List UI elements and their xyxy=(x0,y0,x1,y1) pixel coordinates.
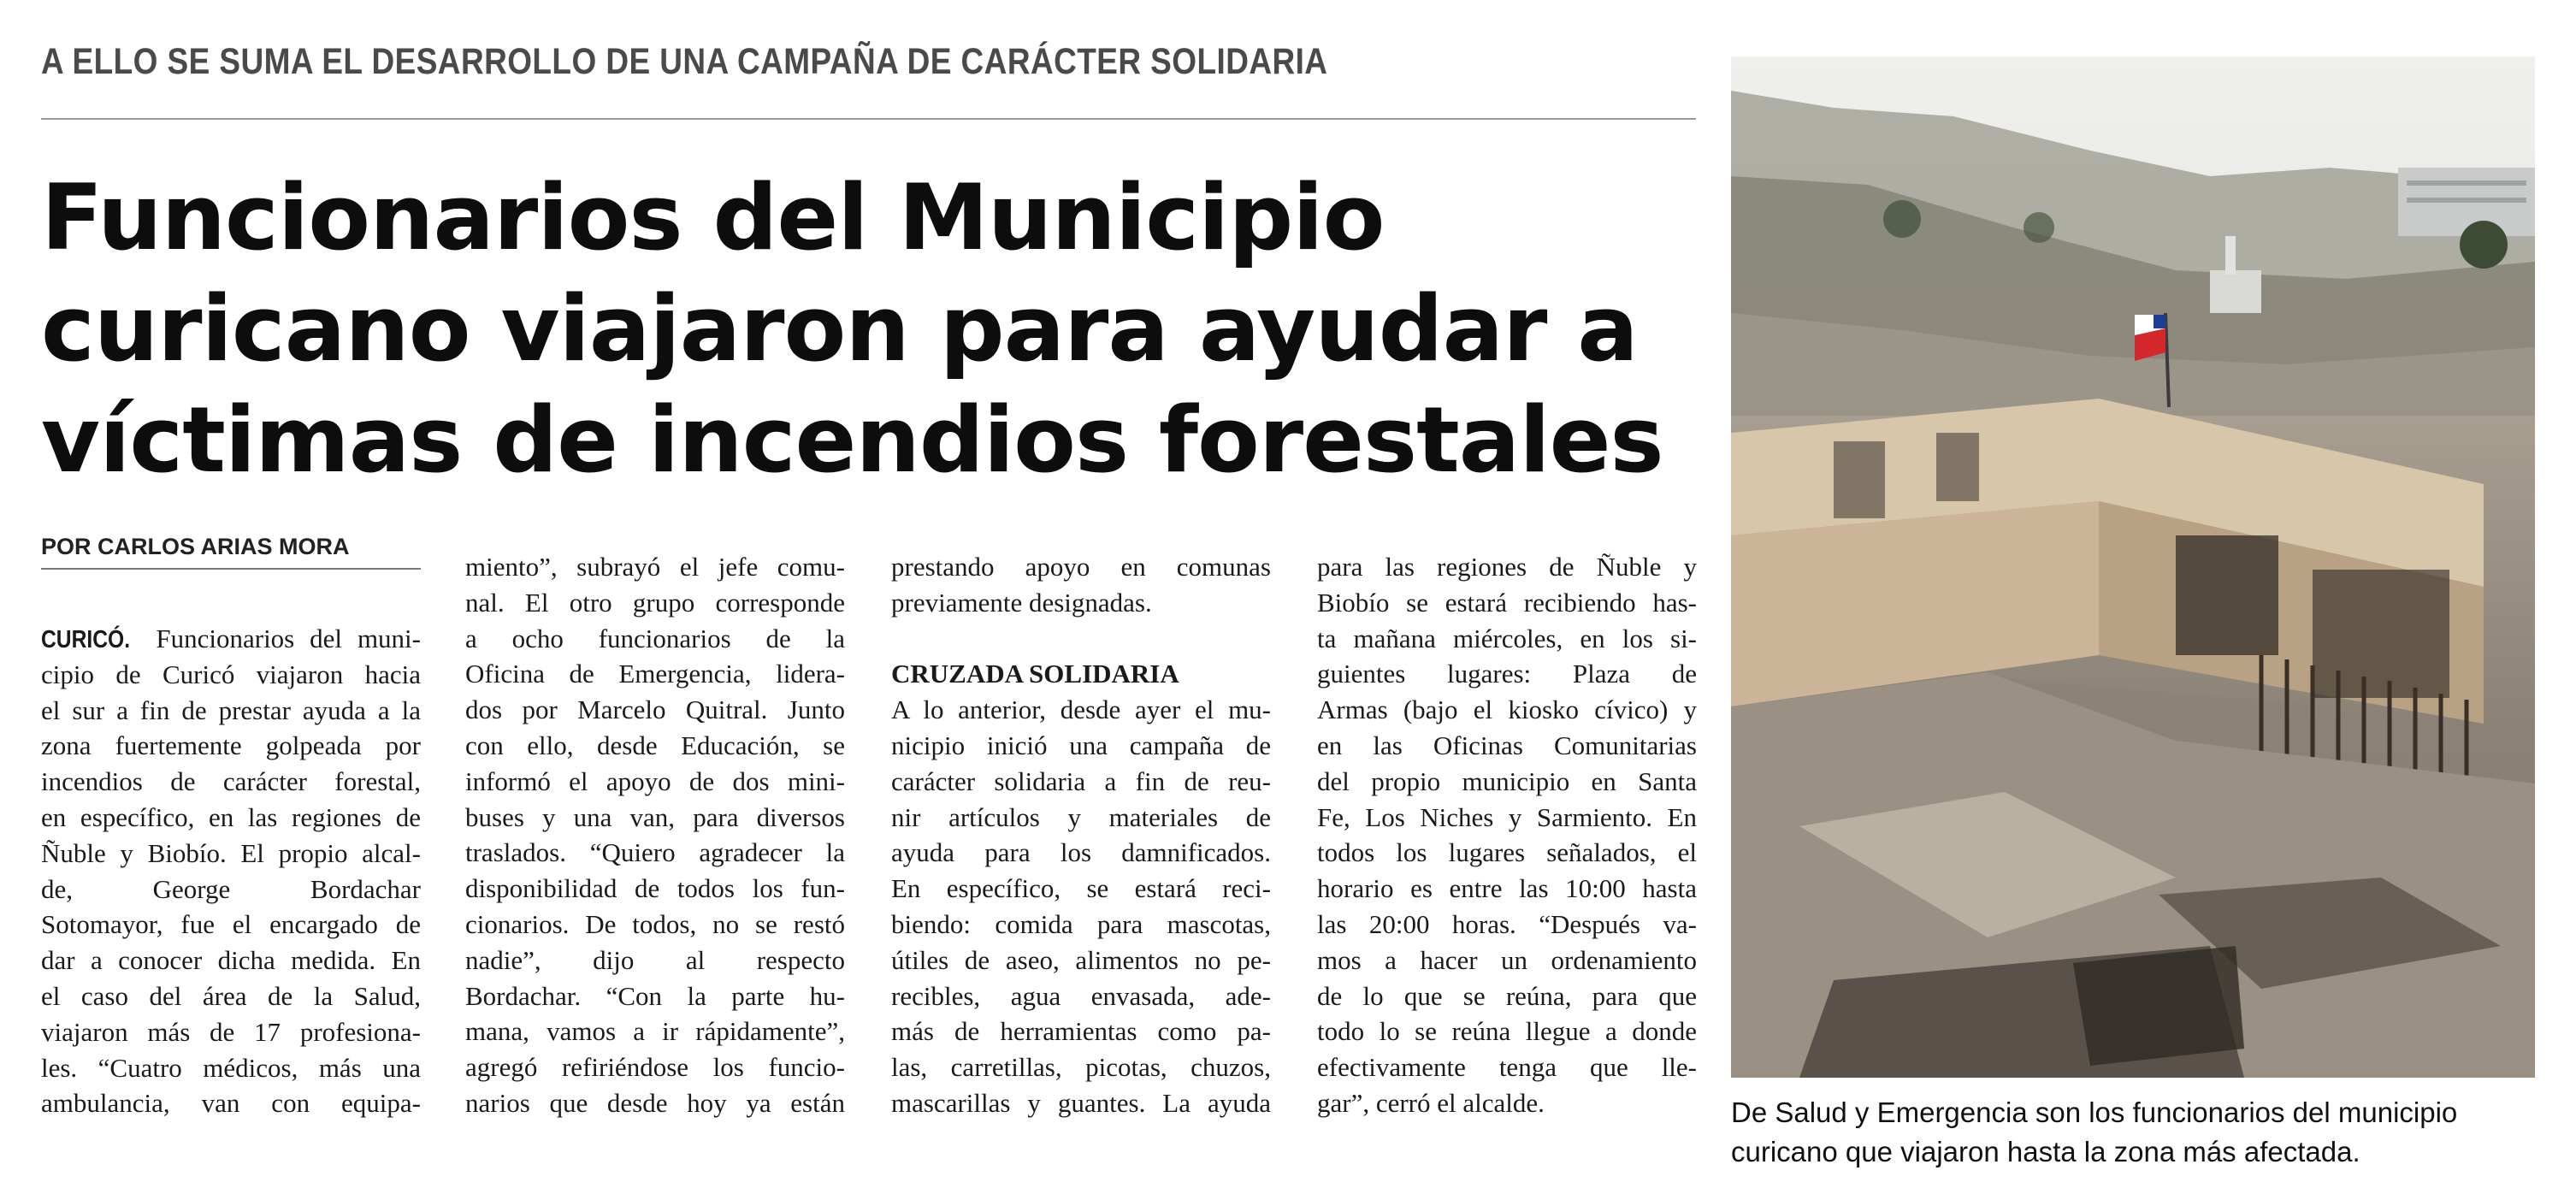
headline-line: Funcionarios del Municipio xyxy=(41,165,1385,270)
article-column-4 xyxy=(1317,549,1697,1121)
article-line: previamente designadas. xyxy=(891,587,1152,618)
article-line: miento”, subrayó el jefe comu- xyxy=(465,552,845,582)
article-line: mana, vamos a ir rápidamente”, xyxy=(465,1016,845,1047)
kicker-divider xyxy=(41,118,1696,120)
article-line: viajaron más de 17 profesiona- xyxy=(41,1016,421,1047)
article-line: a ocho funcionarios de la xyxy=(465,623,845,653)
article-line: carácter solidaria a fin de reu- xyxy=(891,765,1271,796)
article-line: CURICÓ. Funcionarios del muni- xyxy=(41,621,421,657)
caption-line: De Salud y Emergencia son los funcionarios del municipio xyxy=(1731,1096,2458,1128)
article-line: A lo anterior, desde ayer el mu- xyxy=(891,695,1271,725)
article-line: mos a hacer un ordenamiento xyxy=(1317,944,1697,975)
dateline: CURICÓ. xyxy=(41,626,131,653)
article-column-2 xyxy=(465,549,845,1121)
article-line: para las regiones de Ñuble y xyxy=(1317,552,1697,582)
kicker: A ELLO SE SUMA EL DESARROLLO DE UNA CAMPAÑA DE CARÁCTER SOLIDARIA xyxy=(41,41,1328,82)
article-line: disponibilidad de todos los fun- xyxy=(465,873,845,904)
article-line: En específico, se estará reci- xyxy=(891,873,1271,904)
article-line: efectivamente tenga que lle- xyxy=(1317,1052,1697,1083)
article-line: nal. El otro grupo corresponde xyxy=(465,587,845,618)
article-line: Armas (bajo el kiosko cívico) y xyxy=(1317,695,1697,725)
subhead: CRUZADA SOLIDARIA xyxy=(891,659,1179,689)
article-line: nicipio inició una campaña de xyxy=(891,730,1271,760)
article-column-1 xyxy=(41,621,421,1121)
article-line: informó el apoyo de dos mini- xyxy=(465,765,845,796)
article-line: el caso del área de la Salud, xyxy=(41,980,421,1011)
article-line: del propio municipio en Santa xyxy=(1317,765,1697,796)
article-line: traslados. “Quiero agradecer la xyxy=(465,837,845,868)
article-line: guientes lugares: Plaza de xyxy=(1317,659,1697,689)
caption-line: curicano que viajaron hasta la zona más afectada. xyxy=(1731,1136,2360,1167)
article-line: en específico, en las regiones de xyxy=(41,801,421,832)
article-line: prestando apoyo en comunas xyxy=(891,552,1271,582)
article-line: las, carretillas, picotas, chuzos, xyxy=(891,1052,1271,1083)
article-line: las 20:00 horas. “Después va- xyxy=(1317,908,1697,939)
article-line: Sotomayor, fue el encargado de xyxy=(41,909,421,940)
article-line: les. “Cuatro médicos, más una xyxy=(41,1052,421,1083)
article-line: todo lo se reúna llegue a donde xyxy=(1317,1016,1697,1047)
article-line: Fe, Los Niches y Sarmiento. En xyxy=(1317,801,1697,832)
article-line: agregó refiriéndose los funcio- xyxy=(465,1052,845,1083)
headline-line: víctimas de incendios forestales xyxy=(41,387,1663,493)
article-line: dar a conocer dicha medida. En xyxy=(41,945,421,976)
article-line: cionarios. De todos, no se restó xyxy=(465,908,845,939)
article-line: de lo que se reúna, para que xyxy=(1317,980,1697,1011)
article-line: recibles, agua envasada, ade- xyxy=(891,980,1271,1011)
article-photo xyxy=(1731,56,2535,1078)
article-line: en las Oficinas Comunitarias xyxy=(1317,730,1697,760)
article-line: horario es entre las 10:00 hasta xyxy=(1317,873,1697,904)
burned-house-photo xyxy=(1731,56,2535,1078)
article-line: incendios de carácter forestal, xyxy=(41,766,421,797)
article-line: Ñuble y Biobío. El propio alcal- xyxy=(41,837,421,868)
article-line: Bordachar. “Con la parte hu- xyxy=(465,980,845,1011)
article-line: nadie”, dijo al respecto xyxy=(465,944,845,975)
article-line: Biobío se estará recibiendo has- xyxy=(1317,587,1697,618)
paragraph-gap xyxy=(891,621,1271,657)
article-line: de, George Bordachar xyxy=(41,873,421,904)
article-line: zona fuertemente golpeada por xyxy=(41,730,421,761)
photo-caption xyxy=(1731,1093,2552,1172)
article-column-3 xyxy=(891,549,1271,1121)
article-line: narios que desde hoy ya están xyxy=(465,1087,845,1118)
article-line: nir artículos y materiales de xyxy=(891,801,1271,832)
article-line: todos los lugares señalados, el xyxy=(1317,837,1697,868)
article-line: ambulancia, van con equipa- xyxy=(41,1088,421,1119)
article-line: más de herramientas como pa- xyxy=(891,1016,1271,1047)
article-line: el sur a fin de prestar ayuda a la xyxy=(41,695,421,725)
headline-line: curicano viajaron para ayudar a xyxy=(41,276,1638,381)
article-line: dos por Marcelo Quitral. Junto xyxy=(465,695,845,725)
headline xyxy=(41,163,1717,496)
article-line: ta mañana miércoles, en los si- xyxy=(1317,623,1697,653)
article-line: mascarillas y guantes. La ayuda xyxy=(891,1087,1271,1118)
article-line: útiles de aseo, alimentos no pe- xyxy=(891,944,1271,975)
article-line: cipio de Curicó viajaron hacia xyxy=(41,659,421,689)
article-line: con ello, desde Educación, se xyxy=(465,730,845,760)
byline: POR CARLOS ARIAS MORA xyxy=(41,534,350,559)
article-line: biendo: comida para mascotas, xyxy=(891,908,1271,939)
byline-divider xyxy=(41,568,421,570)
article-line: buses y una van, para diversos xyxy=(465,801,845,832)
article-line: Oficina de Emergencia, lidera- xyxy=(465,659,845,689)
article-line: gar”, cerró el alcalde. xyxy=(1317,1087,1545,1118)
article-line: ayuda para los damnificados. xyxy=(891,837,1271,868)
